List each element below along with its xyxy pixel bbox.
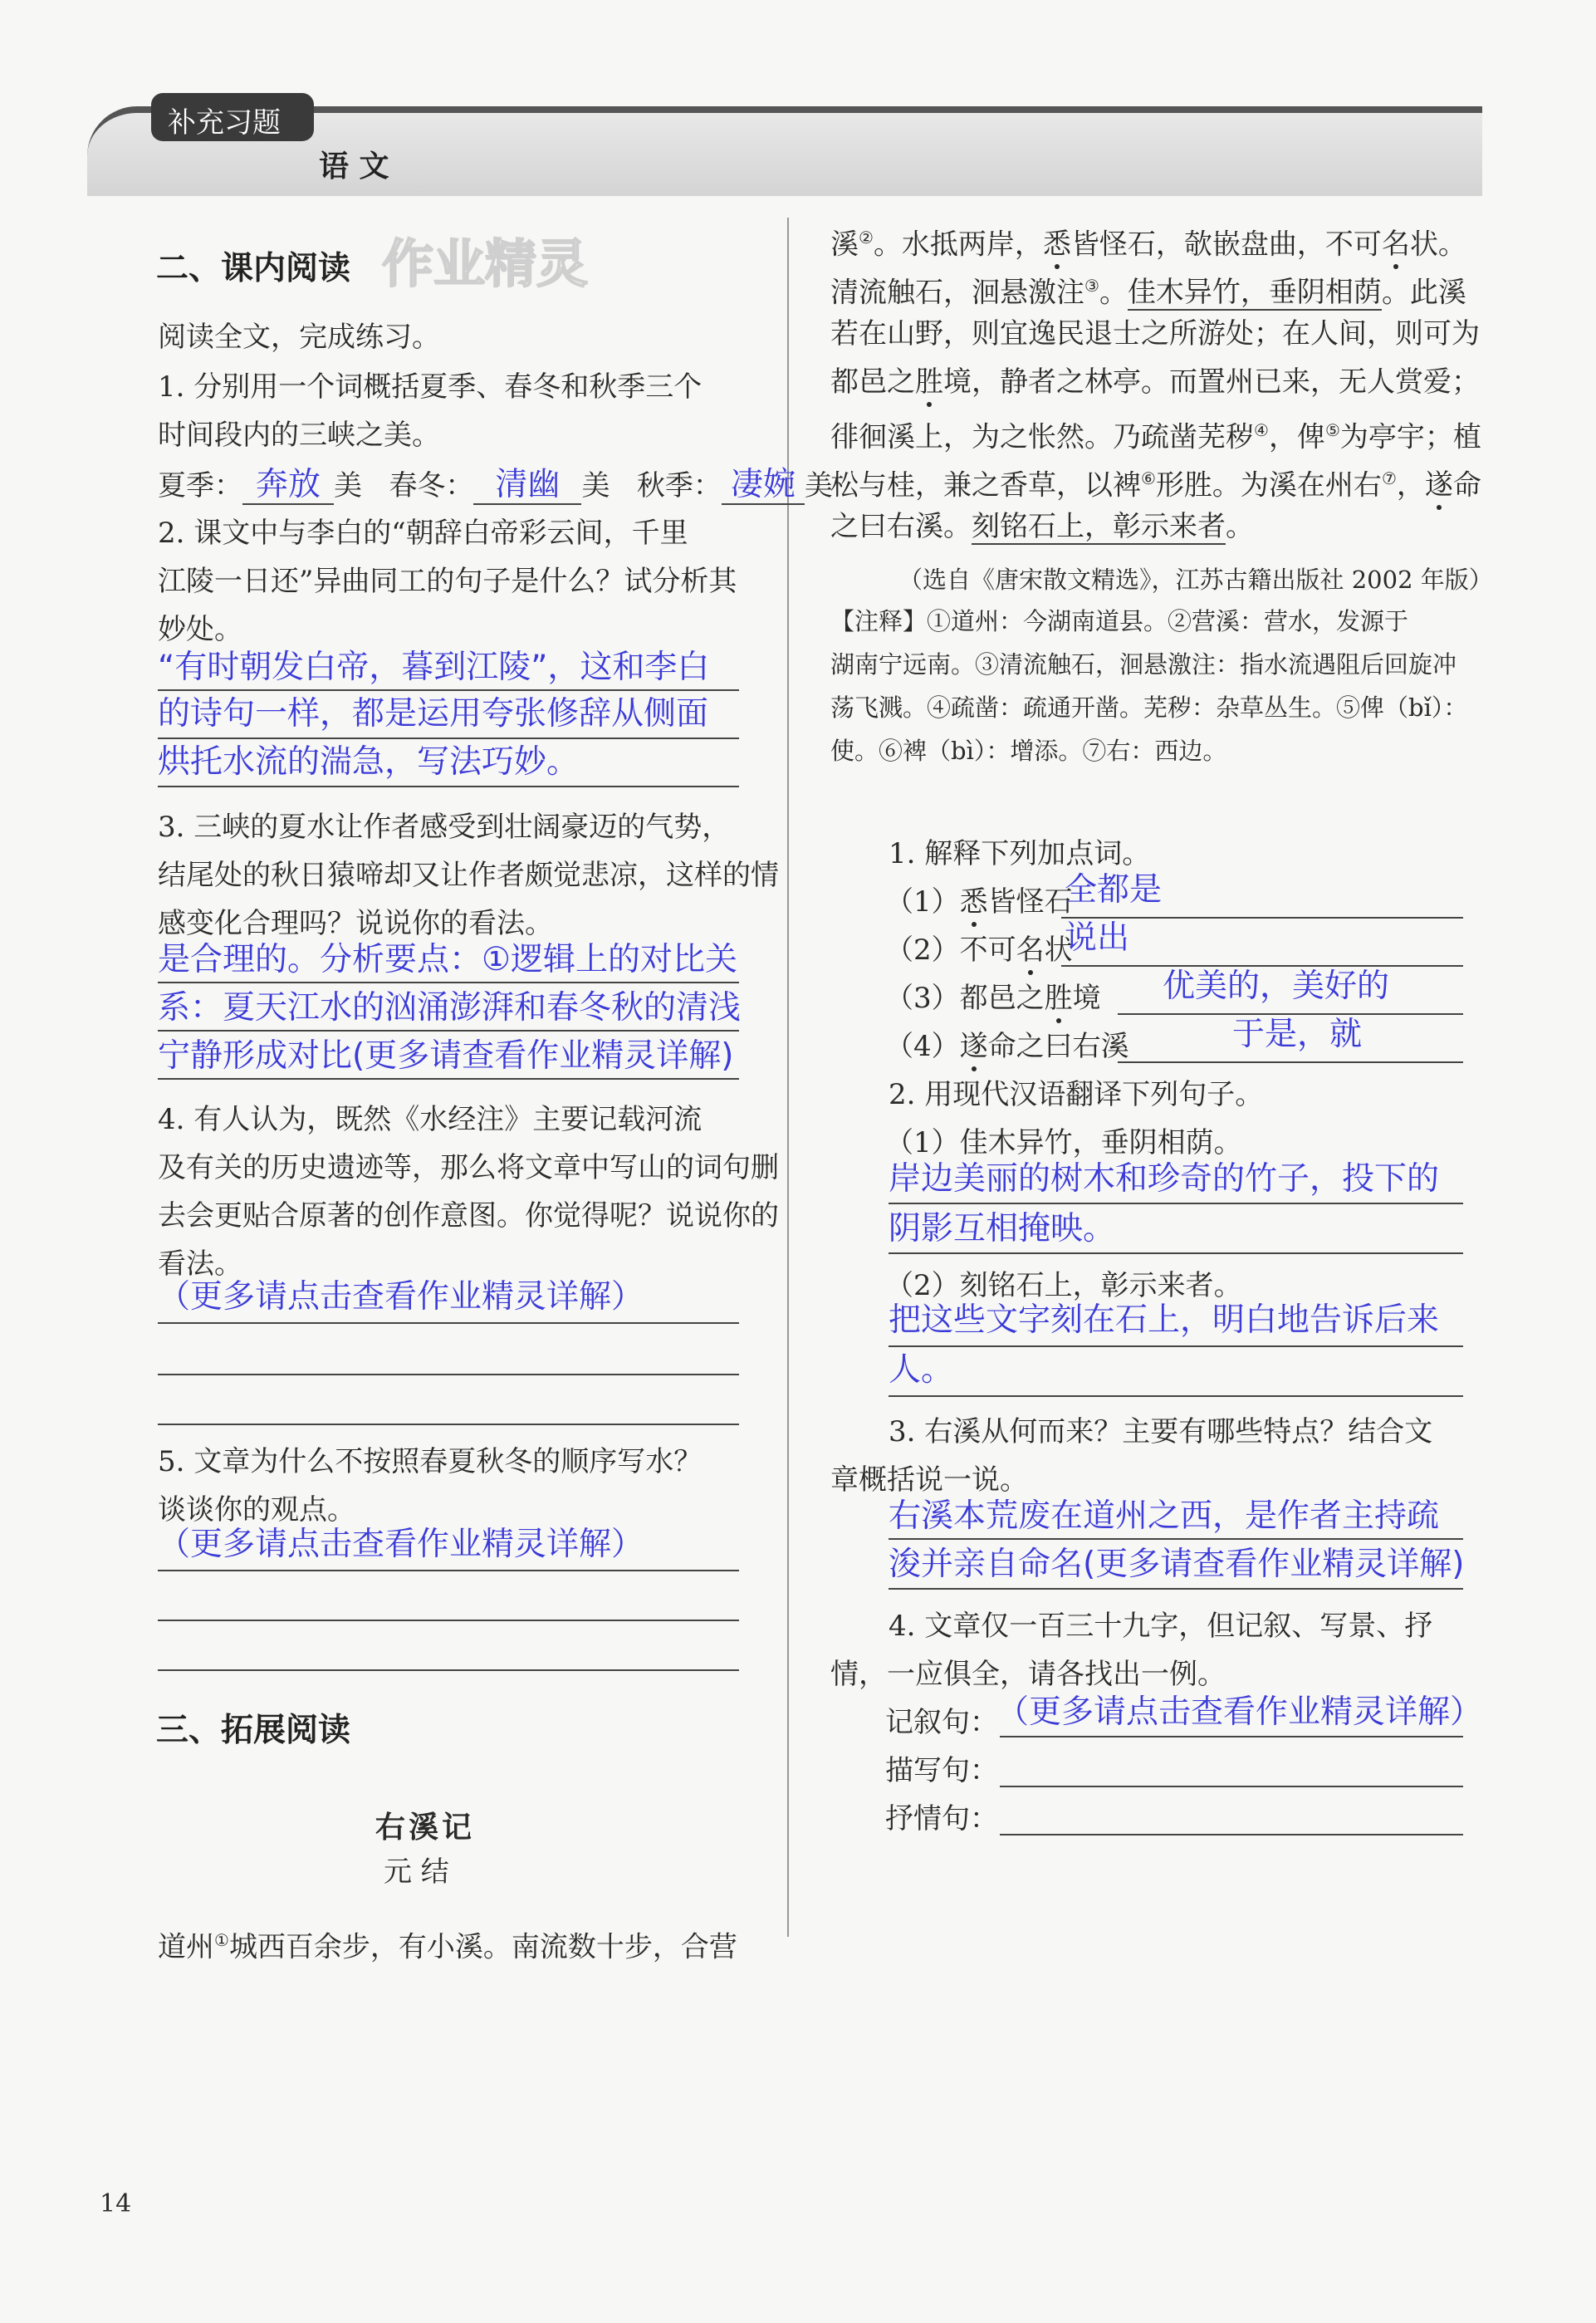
section2-title: 二、课内阅读 [156,250,351,287]
notes-line-4: 使。⑥裨（bì）：增添。⑦右：西边。 [830,737,1227,765]
article-start: 道州①城西百余步，有小溪。南流数十步，合营 [158,1930,737,1964]
q5-line2: 谈谈你的观点。 [158,1493,355,1527]
answer-line [1061,965,1463,967]
answer-line [1061,917,1463,919]
q4-line1: 4. 有人认为，既然《水经注》主要记载河流 [158,1103,703,1136]
r-q1-answer-3: 优美的，美好的 [1163,968,1390,1005]
r-q1-title: 1. 解释下列加点词。 [889,837,1151,870]
notes-line-3: 荡飞溅。④疏凿：疏通开凿。芜秽：杂草丛生。⑤俾（bǐ）： [830,693,1468,722]
r-q1-item-3: （3）都邑之胜境 [885,982,1101,1015]
intro-text: 阅读全文，完成练习。 [158,321,440,354]
q2-answer-3: 烘托水流的湍急，写法巧妙。 [158,743,580,781]
answer-line [889,1588,1463,1590]
subject-title: 语 文 [319,149,389,184]
r-q3-answer-1: 右溪本荒废在道州之西，是作者主持疏 [889,1497,1440,1535]
r-q4-line1: 4. 文章仅一百三十九字，但记叙、写景、抒 [889,1610,1433,1643]
answer-line [158,1030,739,1032]
r-q4-desc-label: 描写句： [885,1754,998,1787]
notes-line-2: 湖南宁远南。③清流触石，洄悬激注：指水流遇阻后回旋冲 [830,650,1457,679]
answer-line [158,982,739,983]
answer-line [158,1322,739,1324]
answer-line [1000,1786,1463,1787]
r-q1-item-4: （4）遂命之曰右溪 [885,1030,1129,1063]
passage-line-7: 之曰右溪。刻铭石上，彰示来者。 [830,510,1254,543]
answer-line [158,1078,739,1080]
r-q4-lyric-label: 抒情句： [885,1802,998,1835]
q5-answer: （更多请点击查看作业精灵详解） [158,1526,644,1563]
passage-line-3: 若在山野，则宜逸民退士之所游处；在人间，则可为 [830,317,1480,350]
r-q2-s2: （2）刻铭石上，彰示来者。 [885,1269,1242,1302]
passage-line-1: 溪②。水抵两岸，悉皆怪石，欹嵌盘曲，不可名状。 [830,228,1466,262]
q2-line1: 2. 课文中与李白的“朝辞白帝彩云间，千里 [158,517,688,550]
passage-line-2: 清流触石，洄悬激注③。佳木异竹，垂阴相荫。此溪 [830,276,1466,310]
q3-line1: 3. 三峡的夏水让作者感受到壮阔豪迈的气势， [158,811,731,844]
r-q4-narr-label: 记叙句： [885,1706,998,1739]
spring-answer: 清幽 [473,467,581,505]
passage-line-5: 徘徊溪上，为之怅然。乃疏凿芜秽④，俾⑤为亭宇；植 [830,420,1481,454]
answer-line [158,1424,739,1425]
r-q1-item-2: （2）不可名状 [885,934,1073,967]
r-q1-answer-2: 说出 [1065,919,1130,957]
r-q4-narr-answer: （更多请点击查看作业精灵详解） [996,1693,1483,1731]
section3-title: 三、拓展阅读 [156,1712,351,1749]
r-q1-answer-1: 全都是 [1065,871,1163,909]
q2-line2: 江陵一日还”异曲同工的句子是什么？试分析其 [158,565,737,598]
r-q4-line2: 情，一应俱全，请各找出一例。 [830,1658,1226,1691]
q3-answer-2: 系：夏天江水的汹涌澎湃和春冬秋的清浅 [158,989,742,1027]
q2-line3: 妙处。 [158,613,242,646]
answer-line [889,1345,1463,1347]
header-badge: 补充习题 [151,93,314,141]
article-author: 元 结 [384,1855,449,1889]
answer-line [158,1570,739,1571]
answer-line [889,1203,1463,1204]
autumn-answer: 凄婉 [722,467,805,505]
q3-answer-1: 是合理的。分析要点：①逻辑上的对比关 [158,941,737,978]
q1-answers: 夏季： 奔放 美 春冬： 清幽 美 秋季： 凄婉 美 [158,466,833,503]
r-q2-a1-2: 阴影互相掩映。 [889,1210,1116,1247]
r-q3-answer-2: 浚并亲自命名(更多请查看作业精灵详解) [889,1546,1465,1583]
q3-answer-3: 宁静形成对比(更多请查看作业精灵详解) [158,1037,734,1075]
q4-answer: （更多请点击查看作业精灵详解） [158,1278,644,1316]
q2-answer-1: “有时朝发白帝，暮到江陵”，这和李白 [158,649,710,686]
answer-line [889,1538,1463,1540]
r-q2-s1: （1）佳木异竹，垂阴相荫。 [885,1126,1242,1159]
q1-line2: 时间段内的三峡之美。 [158,419,440,452]
answer-line [158,689,739,691]
answer-line [158,738,739,739]
answer-line [158,786,739,787]
watermark: 作业精灵 [382,233,589,294]
article-title: 右溪记 [375,1810,476,1845]
answer-line [158,1374,739,1375]
q2-answer-2: 的诗句一样，都是运用夸张修辞从侧面 [158,695,709,733]
r-q3-line1: 3. 右溪从何而来？主要有哪些特点？结合文 [889,1415,1433,1448]
q3-line2: 结尾处的秋日猿啼却又让作者颇觉悲凉，这样的情 [158,859,779,892]
summer-answer: 奔放 [242,467,334,505]
q4-line4: 看法。 [158,1247,242,1281]
r-q2-a2-2: 人。 [889,1351,954,1389]
r-q2-a1-1: 岸边美丽的树木和珍奇的竹子，投下的 [889,1160,1440,1198]
passage-source: （选自《唐宋散文精选》，江苏古籍出版社 2002 年版） [898,566,1493,594]
answer-line [1000,1834,1463,1835]
answer-line [158,1669,739,1671]
q3-line3: 感变化合理吗？说说你的看法。 [158,907,553,940]
r-q1-answer-4: 于是，就 [1232,1016,1363,1053]
r-q3-line2: 章概括说一说。 [830,1463,1028,1497]
answer-line [1118,1013,1463,1015]
answer-line [1118,1061,1463,1063]
q1-line1: 1. 分别用一个词概括夏季、春冬和秋季三个 [158,370,703,404]
passage-line-4: 都邑之胜境，静者之林亭。而置州已来，无人赏爱； [830,365,1480,399]
r-q1-item-1: （1）悉皆怪石 [885,885,1073,919]
passage-line-6: 松与桂，兼之香草，以裨⑥形胜。为溪在州右⑦，遂命 [830,468,1481,502]
q5-line1: 5. 文章为什么不按照春夏秋冬的顺序写水？ [158,1445,703,1478]
answer-line [158,1620,739,1621]
q4-line3: 去会更贴合原著的创作意图。你觉得呢？说说你的 [158,1199,779,1233]
notes-line-1: 【注释】①道州：今湖南道县。②营溪：营水，发源于 [830,607,1409,635]
answer-line [889,1252,1463,1254]
answer-line [889,1395,1463,1397]
r-q2-title: 2. 用现代汉语翻译下列句子。 [889,1078,1264,1111]
r-q2-a2-1: 把这些文字刻在石上，明白地告诉后来 [889,1301,1440,1339]
q4-line2: 及有关的历史遗迹等，那么将文章中写山的词句删 [158,1151,779,1184]
page-number: 14 [100,2189,132,2218]
answer-line [1000,1736,1463,1737]
